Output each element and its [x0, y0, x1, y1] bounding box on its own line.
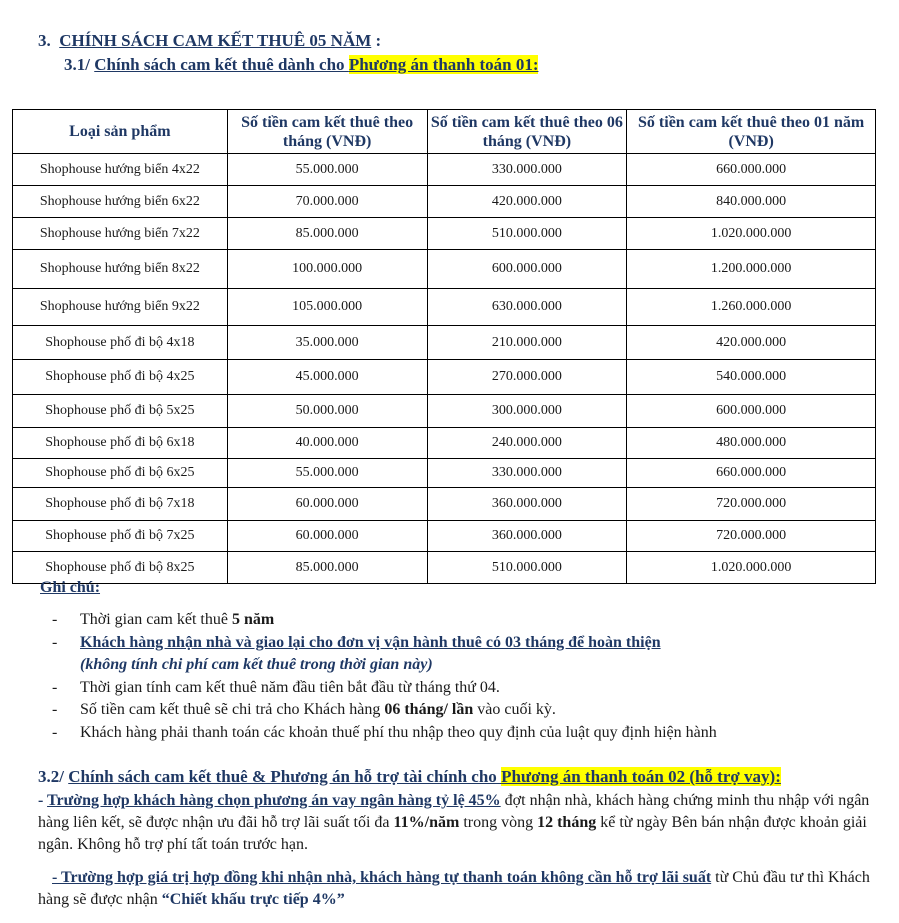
- section-3-colon: :: [371, 31, 382, 50]
- list-item: [52, 609, 872, 632]
- table-row: [13, 488, 876, 521]
- cell-six-months: 360.000.000: [427, 521, 627, 552]
- cell-yearly: 1.260.000.000: [627, 289, 876, 326]
- section-3-2-title: [68, 767, 781, 786]
- paragraph-1-text-a: đợt nhận nhà, khách hàng chứng minh thu nhập với ngân hàng liên kết, sẽ được nhận ưu đãi hỗ trợ lãi suất tối đa: [38, 792, 870, 831]
- header-yearly: Số tiền cam kết thuê theo 01 năm (VNĐ): [627, 110, 876, 154]
- paragraph-1-rate: 11%/năm: [393, 814, 460, 831]
- paragraph-1-text-b: trong vòng: [459, 814, 538, 831]
- cell-yearly: 720.000.000: [627, 521, 876, 552]
- note-2-line-2: (không tính chi phí cam kết thuê trong thời gian này): [80, 656, 433, 673]
- list-item: [52, 722, 872, 745]
- cell-product-type: Shophouse hướng biển 8x22: [13, 250, 228, 289]
- cell-product-type: Shophouse hướng biển 9x22: [13, 289, 228, 326]
- notes-title: Ghi chú:: [40, 579, 101, 596]
- table-row: [13, 250, 876, 289]
- note-4-bold: 06 tháng/ lần: [384, 701, 474, 718]
- cell-product-type: Shophouse phố đi bộ 7x18: [13, 488, 228, 521]
- paragraph-2-text: từ Chủ đầu tư thì Khách hàng sẽ được nhận: [38, 869, 870, 908]
- cell-monthly: 50.000.000: [227, 395, 427, 428]
- cell-yearly: 600.000.000: [627, 395, 876, 428]
- payment-option-1-highlight: Phương án thanh toán 01:: [348, 55, 539, 74]
- header-six-months: Số tiền cam kết thuê theo 06 tháng (VNĐ): [427, 110, 627, 154]
- note-4-text: Số tiền cam kết thuê sẽ chi trả cho Khách hàng: [80, 701, 385, 718]
- paragraph-1-duration: 12 tháng: [537, 814, 597, 831]
- note-5-text: Khách hàng phải thanh toán các khoản thuế phí thu nhập theo quy định của luật quy định hiện hành: [80, 723, 717, 741]
- header-product-type: Loại sản phẩm: [13, 110, 228, 154]
- section-3-1-title-text: Chính sách cam kết thuê dành cho: [94, 55, 349, 74]
- list-dash: -: [52, 723, 58, 741]
- cell-six-months: 210.000.000: [427, 326, 627, 360]
- cell-monthly: 70.000.000: [227, 186, 427, 218]
- paragraph-2-underlined: - Trường hợp giá trị hợp đồng khi nhận nhà, khách hàng tự thanh toán không cần hỗ trợ lãi suất: [52, 869, 712, 886]
- section-3-heading: [38, 31, 381, 51]
- paragraph-1-dash: -: [38, 792, 48, 809]
- cell-six-months: 270.000.000: [427, 360, 627, 395]
- cell-monthly: 85.000.000: [227, 552, 427, 584]
- cell-product-type: Shophouse phố đi bộ 4x18: [13, 326, 228, 360]
- cell-six-months: 510.000.000: [427, 552, 627, 584]
- cell-six-months: 420.000.000: [427, 186, 627, 218]
- cell-six-months: 630.000.000: [427, 289, 627, 326]
- table-row: [13, 428, 876, 459]
- list-dash: -: [52, 633, 58, 651]
- cell-product-type: Shophouse phố đi bộ 7x25: [13, 521, 228, 552]
- cell-monthly: 100.000.000: [227, 250, 427, 289]
- section-3-1-heading: [64, 55, 538, 75]
- loan-support-paragraph: [38, 790, 874, 856]
- table-row: [13, 395, 876, 428]
- section-3-title: CHÍNH SÁCH CAM KẾT THUÊ 05 NĂM: [59, 31, 372, 50]
- header-monthly: Số tiền cam kết thuê theo tháng (VNĐ): [227, 110, 427, 154]
- table-row: [13, 552, 876, 584]
- note-3-text: Thời gian tính cam kết thuê năm đầu tiên bắt đầu từ tháng thứ 04.: [80, 678, 500, 696]
- section-3-1-title: [94, 55, 538, 74]
- cell-monthly: 85.000.000: [227, 218, 427, 250]
- table-row: [13, 154, 876, 186]
- cell-product-type: Shophouse phố đi bộ 6x25: [13, 459, 228, 488]
- note-1-text: Thời gian cam kết thuê: [80, 611, 232, 628]
- cell-yearly: 1.020.000.000: [627, 552, 876, 584]
- cell-six-months: 330.000.000: [427, 154, 627, 186]
- cell-yearly: 720.000.000: [627, 488, 876, 521]
- list-item: [52, 677, 872, 700]
- cell-six-months: 600.000.000: [427, 250, 627, 289]
- cell-product-type: Shophouse phố đi bộ 5x25: [13, 395, 228, 428]
- cell-monthly: 45.000.000: [227, 360, 427, 395]
- table-row: [13, 218, 876, 250]
- cell-yearly: 480.000.000: [627, 428, 876, 459]
- list-item: [52, 632, 872, 677]
- table-row: [13, 360, 876, 395]
- section-3-1-prefix: 3.1/: [64, 55, 90, 74]
- list-dash: -: [52, 678, 58, 696]
- list-dash: -: [52, 701, 58, 718]
- paragraph-2-discount: “Chiết khấu trực tiếp 4%”: [161, 891, 345, 908]
- table-body: [13, 154, 876, 584]
- cell-monthly: 55.000.000: [227, 154, 427, 186]
- cell-monthly: 60.000.000: [227, 521, 427, 552]
- cell-monthly: 105.000.000: [227, 289, 427, 326]
- cell-yearly: 660.000.000: [627, 154, 876, 186]
- section-3-number: 3.: [38, 31, 51, 50]
- table-row: [13, 289, 876, 326]
- table-row: [13, 521, 876, 552]
- table-row: [13, 459, 876, 488]
- list-dash: -: [52, 611, 58, 628]
- cell-monthly: 35.000.000: [227, 326, 427, 360]
- cell-product-type: Shophouse phố đi bộ 6x18: [13, 428, 228, 459]
- cell-six-months: 240.000.000: [427, 428, 627, 459]
- cell-monthly: 60.000.000: [227, 488, 427, 521]
- section-3-2-title-text: Chính sách cam kết thuê & Phương án hỗ trợ tài chính cho: [68, 767, 502, 786]
- cell-six-months: 360.000.000: [427, 488, 627, 521]
- direct-discount-paragraph: [38, 867, 874, 911]
- table-row: [13, 326, 876, 360]
- note-2-line-1: Khách hàng nhận nhà và giao lại cho đơn vị vận hành thuê có 03 tháng để hoàn thiện: [80, 633, 661, 651]
- notes-list: [52, 609, 872, 744]
- note-1-bold: 5 năm: [231, 611, 275, 628]
- cell-six-months: 330.000.000: [427, 459, 627, 488]
- cell-yearly: 840.000.000: [627, 186, 876, 218]
- list-item: [52, 699, 872, 722]
- cell-product-type: Shophouse hướng biển 4x22: [13, 154, 228, 186]
- cell-product-type: Shophouse hướng biển 6x22: [13, 186, 228, 218]
- cell-yearly: 1.200.000.000: [627, 250, 876, 289]
- cell-six-months: 300.000.000: [427, 395, 627, 428]
- cell-yearly: 660.000.000: [627, 459, 876, 488]
- cell-product-type: Shophouse phố đi bộ 8x25: [13, 552, 228, 584]
- cell-yearly: 420.000.000: [627, 326, 876, 360]
- rent-commitment-table: [12, 109, 876, 584]
- paragraph-1-text-c: kể từ ngày Bên bán nhận được khoản giải ngân. Không hỗ trợ phí tất toán trước hạn.: [38, 814, 867, 853]
- cell-yearly: 1.020.000.000: [627, 218, 876, 250]
- section-3-2-prefix: 3.2/: [38, 767, 64, 786]
- section-3-2-heading: [38, 767, 781, 787]
- cell-product-type: Shophouse hướng biển 7x22: [13, 218, 228, 250]
- payment-option-2-highlight: Phương án thanh toán 02 (hỗ trợ vay):: [501, 767, 781, 786]
- cell-monthly: 55.000.000: [227, 459, 427, 488]
- cell-yearly: 540.000.000: [627, 360, 876, 395]
- table-row: [13, 186, 876, 218]
- cell-monthly: 40.000.000: [227, 428, 427, 459]
- paragraph-1-underlined: Trường hợp khách hàng chọn phương án vay ngân hàng tỷ lệ 45%: [47, 792, 501, 809]
- cell-six-months: 510.000.000: [427, 218, 627, 250]
- table-header-row: [13, 110, 876, 154]
- note-4-tail: vào cuối kỳ.: [473, 701, 556, 718]
- cell-product-type: Shophouse phố đi bộ 4x25: [13, 360, 228, 395]
